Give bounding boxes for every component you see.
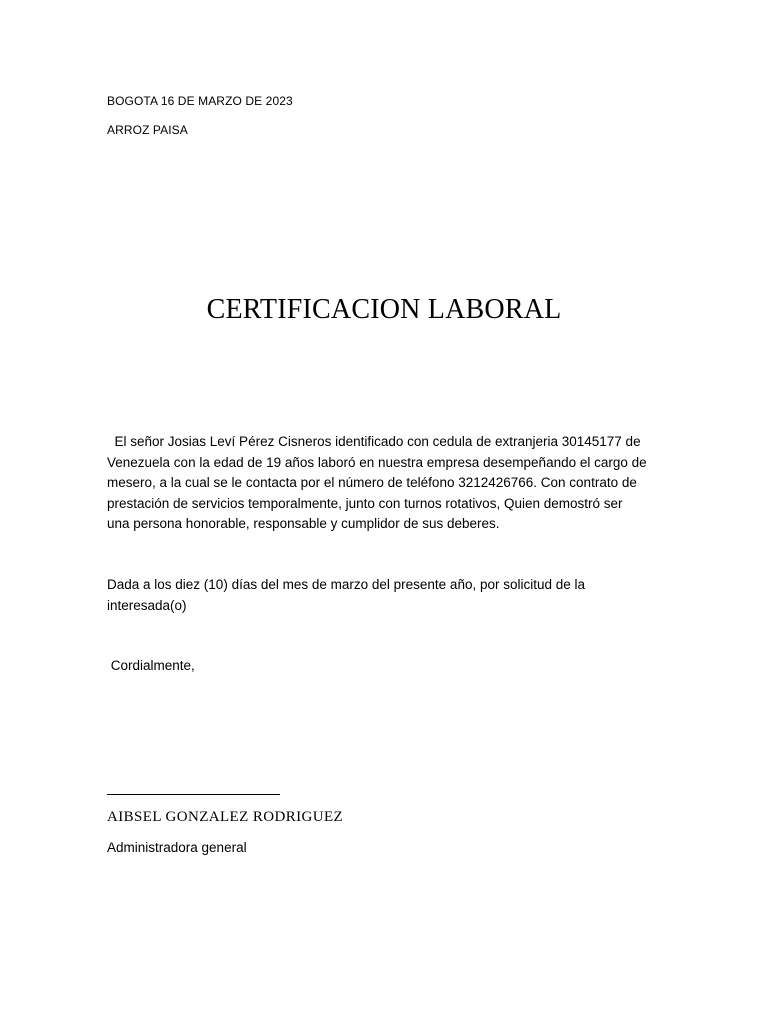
body-line: prestación de servicios temporalmente, junto con turnos rotativos, Quien demostró ser (107, 495, 623, 511)
body-line: Venezuela con la edad de 19 años laboró en nuestra empresa desempeñando el cargo de (107, 454, 647, 470)
closing-line: interesada(o) (107, 597, 187, 613)
company-name: ARROZ PAISA (107, 123, 188, 137)
document-title: CERTIFICACION LABORAL (206, 294, 562, 325)
signature-line (107, 794, 280, 795)
body-paragraph (107, 432, 667, 535)
salutation: Cordialmente, (107, 658, 195, 673)
closing-paragraph (107, 575, 667, 616)
signer-name: AIBSEL GONZALEZ RODRIGUEZ (107, 809, 344, 825)
document-date: BOGOTA 16 DE MARZO DE 2023 (107, 94, 293, 108)
body-line: El señor Josias Leví Pérez Cisneros identificado con cedula de extranjeria 30145177 de (107, 434, 641, 449)
signer-role: Administradora general (107, 840, 247, 855)
body-line: mesero, a la cual se le contacta por el número de teléfono 3212426766. Con contrato de (107, 475, 637, 490)
closing-line: Dada a los diez (10) días del mes de marzo del presente año, por solicitud de la (107, 577, 586, 592)
body-line: una persona honorable, responsable y cumplidor de sus deberes. (107, 516, 500, 531)
